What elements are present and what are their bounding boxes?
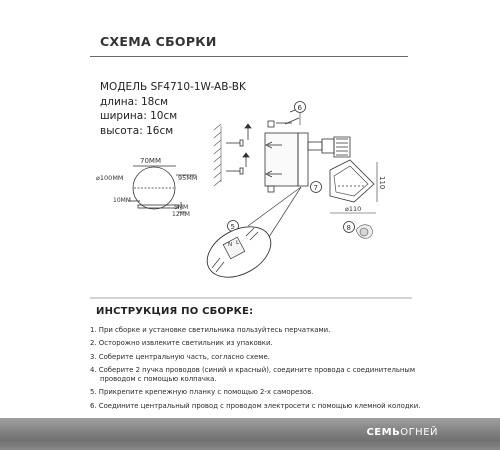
instruction-step: 6. Соедините центральный провод с проводом электросети с помощью клемной колодки. (90, 401, 421, 410)
label-110-side: 110 (378, 176, 386, 190)
callout-number: 8 (346, 224, 351, 232)
callout-7 (311, 182, 322, 193)
label-12: 12ММ (172, 211, 190, 218)
label-110-bottom: ⌀110 (345, 205, 362, 213)
bulb-icon (356, 225, 373, 239)
spec-length: длина: 18см (100, 95, 169, 108)
instruction-step: 3. Соберите центральную часть, согласно схеме. (90, 352, 270, 361)
instruction-step: 1. При сборке и установке светильника пользуйтесь перчатками. (90, 326, 331, 334)
label-100: ⌀100ММ (96, 174, 124, 182)
instruction-step: 5. Прикрепите крепежную планку с помощью 2-х саморезов. (90, 388, 314, 397)
label-10: 10ММ (113, 197, 131, 204)
page-title: СХЕМА СБОРКИ (100, 34, 217, 49)
zoom-guide (248, 187, 301, 226)
callout-8 (344, 222, 355, 233)
callout-number: 7 (313, 184, 318, 192)
callout-number: 6 (297, 104, 302, 112)
spec-width: ширина: 10см (100, 110, 178, 122)
wall-hatch (214, 124, 221, 186)
brand-logo (366, 427, 438, 438)
brand-name-bold: СЕМЬ (366, 427, 401, 438)
wire-n-label: N (228, 242, 233, 248)
label-70: 70ММ (140, 157, 161, 165)
brand-name-light: ОГНЕЙ (400, 427, 438, 438)
callout-number: 5 (230, 223, 235, 231)
instruction-step: 2. Осторожно извлеките светильник из упаковки. (90, 339, 273, 348)
spec-height: высота: 16см (100, 124, 174, 137)
callout-6 (295, 102, 306, 126)
terminal-block-detail (199, 217, 280, 288)
wire-l-label: L (236, 240, 240, 246)
mounting-plate (265, 121, 308, 192)
instruction-step-continued: проводом с помощью колпачка. (100, 375, 217, 384)
instructions-list (90, 326, 420, 415)
label-95: 95ММ (178, 174, 198, 182)
screw-icon (226, 140, 243, 174)
instruction-step: 4. Соберите 2 пучка проводов (синий и красный), соедините провода с соединительным (90, 365, 416, 374)
label-5: 5ММ (174, 204, 189, 211)
instructions-heading: ИНСТРУКЦИЯ ПО СБОРКЕ: (96, 306, 254, 317)
screw-icon (243, 124, 251, 167)
spec-model: МОДЕЛЬ SF4710-1W-AB-BK (100, 81, 246, 93)
